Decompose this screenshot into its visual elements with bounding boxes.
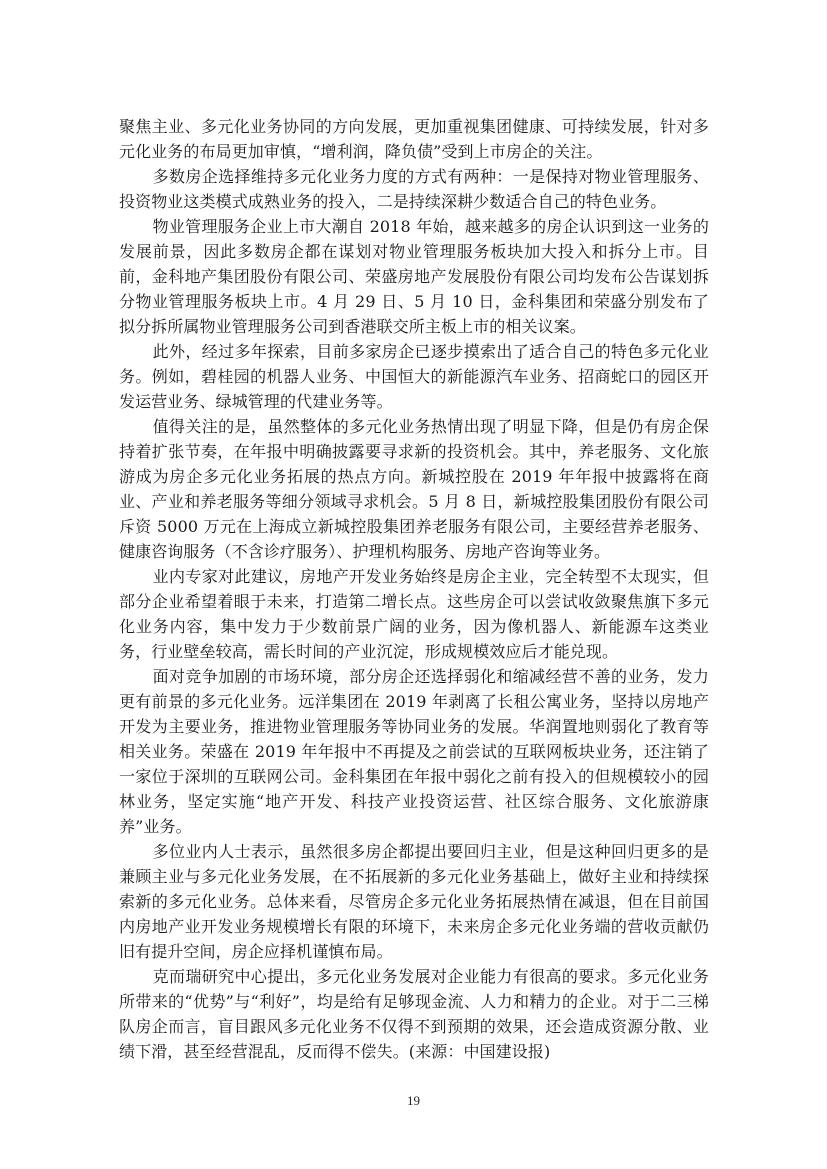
paragraph-2: 多数房企选择维持多元化业务力度的方式有两种：一是保持对物业管理服务、投资物业这类模式成熟业务的投入，二是持续深耕少数适合自己的特色业务。 (119, 167, 709, 211)
paragraph-7: 面对竞争加剧的市场环境，部分房企还选择弱化和缩减经营不善的业务，发力更有前景的多元化业务。远洋集团在 2019 年剥离了长租公寓业务，坚持以房地产开发为主要业务，推进物业管理服务等协同业务的发展。华润置地则弱化了教育等相关业务。荣盛在 2019 年年报中不再提及之前尝试的互联网板块业务，还注销了一家位于深圳的互联网公司。金科集团在年报中弱化之前有投入的但规模较小的园林业务，坚定实施“地产开发、科技产业投资运营、社区综合服务、文化旅游康养”业务。 (119, 667, 709, 836)
paragraph-9: 克而瑞研究中心提出，多元化业务发展对企业能力有很高的要求。多元化业务所带来的“优势”与“利好”，均是给有足够现金流、人力和精力的企业。对于二三梯队房企而言，盲目跟风多元化业务不仅得不到预期的效果，还会造成资源分散、业绩下滑，甚至经营混乱，反而得不偿失。(来源：中国建设报) (119, 967, 709, 1061)
article-body (119, 114, 709, 1064)
page-number: 19 (407, 1093, 420, 1108)
paragraph-5: 值得关注的是，虽然整体的多元化业务热情出现了明显下降，但是仍有房企保持着扩张节奏，在年报中明确披露要寻求新的投资机会。其中，养老服务、文化旅游成为房企多元化业务拓展的热点方向。新城控股在 2019 年年报中披露将在商业、产业和养老服务等细分领域寻求机会。5 月 8 日，新城控股集团股份有限公司斥资 5000 万元在上海成立新城控股集团养老服务有限公司，主要经营养老服务、健康咨询服务（不含诊疗服务）、护理机构服务、房地产咨询等业务。 (119, 417, 709, 561)
paragraph-1: 聚焦主业、多元化业务协同的方向发展，更加重视集团健康、可持续发展，针对多元化业务的布局更加审慎，“增利润，降负债”受到上市房企的关注。 (119, 117, 709, 161)
paragraph-4: 此外，经过多年探索，目前多家房企已逐步摸索出了适合自己的特色多元化业务。例如，碧桂园的机器人业务、中国恒大的新能源汽车业务、招商蛇口的园区开发运营业务、绿城管理的代建业务等。 (119, 342, 709, 411)
paragraph-8: 多位业内人士表示，虽然很多房企都提出要回归主业，但是这种回归更多的是兼顾主业与多元化业务发展，在不拓展新的多元化业务基础上，做好主业和持续探索新的多元化业务。总体来看，尽管房企多元化业务拓展热情在减退，但在目前国内房地产业开发业务规模增长有限的环境下，未来房企多元化业务端的营收贡献仍旧有提升空间，房企应择机谨慎布局。 (119, 842, 709, 961)
paragraph-3: 物业管理服务企业上市大潮自 2018 年始，越来越多的房企认识到这一业务的发展前景，因此多数房企都在谋划对物业管理服务板块加大投入和拆分上市。目前，金科地产集团股份有限公司、荣盛房地产发展股份有限公司均发布公告谋划拆分物业管理服务板块上市。4 月 29 日、5 月 10 日，金科集团和荣盛分别发布了拟分拆所属物业管理服务公司到香港联交所主板上市的相关议案。 (119, 217, 709, 336)
paragraph-6: 业内专家对此建议，房地产开发业务始终是房企主业，完全转型不太现实，但部分企业希望着眼于未来，打造第二增长点。这些房企可以尝试收敛聚焦旗下多元化业务内容，集中发力于少数前景广阔的业务，因为像机器人、新能源车这类业务，行业壁垒较高，需长时间的产业沉淀，形成规模效应后才能兑现。 (119, 567, 709, 661)
